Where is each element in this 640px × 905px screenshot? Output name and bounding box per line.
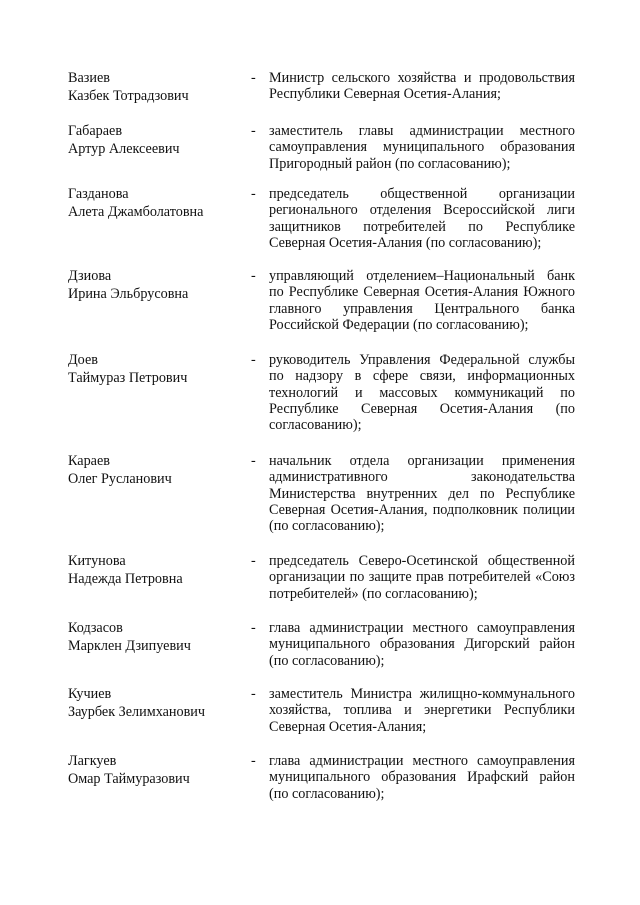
member-name xyxy=(68,553,248,588)
member-given-names: Марклен Дзипуевич xyxy=(68,637,191,654)
member-position: управляющий отделением–Национальный банк по Республике Северная Осетия-Алания Южного главного управления Центрального банка Российской Федерации (по согласованию); xyxy=(269,268,575,333)
dash-separator: - xyxy=(251,123,256,139)
member-surname: Габараев xyxy=(68,123,123,139)
member-position: заместитель Министра жилищно-коммунального хозяйства, топлива и энергетики Республики Северная Осетия-Алания; xyxy=(269,686,575,735)
dash-separator: - xyxy=(251,186,256,202)
member-position: начальник отдела организации применения административного законодательства Министерства внутренних дел по Республике Северная Осетия-Алания, подполковник полиции (по согласованию); xyxy=(269,453,575,535)
member-position: председатель общественной организации регионального отделения Всероссийской лиги защитников потребителей по Республике Северная Осетия-Алания (по согласованию); xyxy=(269,186,575,251)
member-name xyxy=(68,123,248,158)
member-given-names: Таймураз Петрович xyxy=(68,369,188,386)
member-given-names: Заурбек Зелимханович xyxy=(68,703,206,720)
member-position: Министр сельского хозяйства и продовольствия Республики Северная Осетия-Алания; xyxy=(269,70,575,103)
member-surname: Кучиев xyxy=(68,686,112,702)
member-name xyxy=(68,620,248,655)
member-name xyxy=(68,753,248,788)
member-given-names: Олег Русланович xyxy=(68,470,172,487)
member-surname: Лагкуев xyxy=(68,753,117,769)
member-position: председатель Северо-Осетинской общественной организации по защите прав потребителей «Союз потребителей» (по согласованию); xyxy=(269,553,575,602)
member-given-names: Омар Таймуразович xyxy=(68,770,190,787)
member-name xyxy=(68,70,248,105)
member-position: заместитель главы администрации местного самоуправления муниципального образования Пригородный район (по согласованию); xyxy=(269,123,575,172)
member-given-names: Казбек Тотрадзович xyxy=(68,87,189,104)
member-surname: Кодзасов xyxy=(68,620,123,636)
member-given-names: Ирина Эльбрусовна xyxy=(68,285,189,302)
member-name xyxy=(68,686,248,721)
dash-separator: - xyxy=(251,753,256,769)
member-position: глава администрации местного самоуправления муниципального образования Дигорский район (по согласованию); xyxy=(269,620,575,669)
member-name xyxy=(68,453,248,488)
member-name xyxy=(68,268,248,303)
member-given-names: Алета Джамболатовна xyxy=(68,203,204,220)
dash-separator: - xyxy=(251,268,256,284)
member-name xyxy=(68,186,248,221)
member-surname: Караев xyxy=(68,453,110,469)
dash-separator: - xyxy=(251,620,256,636)
member-given-names: Артур Алексеевич xyxy=(68,140,180,157)
dash-separator: - xyxy=(251,352,256,368)
member-surname: Дзиова xyxy=(68,268,112,284)
member-surname: Газданова xyxy=(68,186,129,202)
member-position: руководитель Управления Федеральной службы по надзору в сфере связи, информационных технологий и массовых коммуникаций по Республике Северная Осетия-Алания (по согласованию); xyxy=(269,352,575,434)
dash-separator: - xyxy=(251,686,256,702)
dash-separator: - xyxy=(251,553,256,569)
member-position: глава администрации местного самоуправления муниципального образования Ирафский район (по согласованию); xyxy=(269,753,575,802)
member-name xyxy=(68,352,248,387)
member-given-names: Надежда Петровна xyxy=(68,570,183,587)
member-surname: Китунова xyxy=(68,553,126,569)
member-surname: Доев xyxy=(68,352,98,368)
member-surname: Вазиев xyxy=(68,70,110,86)
dash-separator: - xyxy=(251,70,256,86)
dash-separator: - xyxy=(251,453,256,469)
